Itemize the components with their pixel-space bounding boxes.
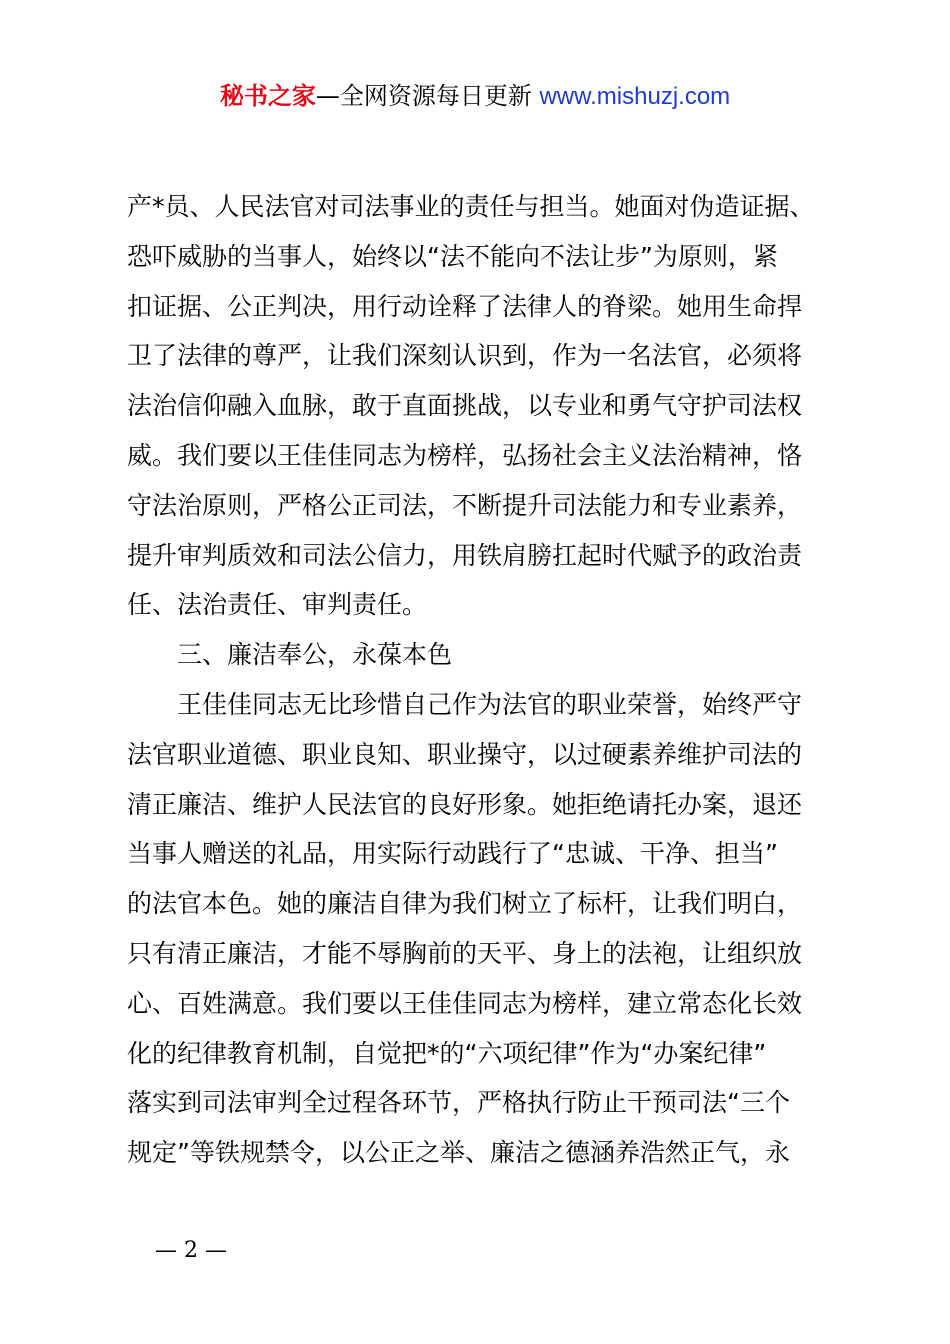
body-line: 提升审判质效和司法公信力，用铁肩膀扛起时代赋予的政治责: [127, 540, 803, 570]
body-line: 守法治原则，严格公正司法，不断提升司法能力和专业素养，: [127, 490, 803, 520]
body-line: 的法官本色。她的廉洁自律为我们树立了标杆，让我们明白，: [127, 889, 803, 919]
section-heading: 三、廉洁奉公，永葆本色: [177, 640, 453, 670]
body-line: 化的纪律教育机制，自觉把*的“六项纪律”作为“办案纪律”: [127, 1038, 767, 1068]
body-line: 产*员、人民法官对司法事业的责任与担当。她面对伪造证据、: [127, 192, 815, 221]
page-number: — 2 —: [155, 1238, 227, 1263]
body-line: 王佳佳同志无比珍惜自己作为法官的职业荣誉，始终严守: [177, 689, 803, 719]
body-line: 卫了法律的尊严，让我们深刻认识到，作为一名法官，必须将: [127, 341, 803, 371]
header-brand: 秘书之家: [219, 82, 316, 110]
body-line: 威。我们要以王佳佳同志为榜样，弘扬社会主义法治精神，恪: [127, 440, 803, 470]
body-line: 心、百姓满意。我们要以王佳佳同志为榜样，建立常态化长效: [127, 988, 803, 1018]
body-line: 恐吓威胁的当事人，始终以“法不能向不法让步”为原则，紧: [127, 241, 778, 271]
body-line: 清正廉洁、维护人民法官的良好形象。她拒绝请托办案，退还: [127, 789, 803, 819]
body-line: 规定”等铁规禁令，以公正之举、廉洁之德涵养浩然正气，永: [127, 1138, 790, 1168]
body-line: 任、法治责任、审判责任。: [127, 590, 428, 620]
body-line: 落实到司法审判全过程各环节，严格执行防止干预司法“三个: [127, 1088, 790, 1118]
document-body: [127, 182, 847, 1178]
body-line: 只有清正廉洁，才能不辱胸前的天平、身上的法袍，让组织放: [127, 938, 803, 968]
body-line: 法官职业道德、职业良知、职业操守，以过硬素养维护司法的: [127, 739, 803, 769]
body-line: 扣证据、公正判决，用行动诠释了法律人的脊梁。她用生命捍: [127, 291, 803, 321]
header-tagline: —全网资源每日更新: [315, 82, 540, 110]
site-header: [0, 80, 950, 113]
body-line: 当事人赠送的礼品，用实际行动践行了“忠诚、干净、担当”: [127, 839, 778, 869]
body-line: 法治信仰融入血脉，敢于直面挑战，以专业和勇气守护司法权: [127, 391, 803, 421]
header-url[interactable]: www.mishuzj.com: [539, 83, 731, 110]
